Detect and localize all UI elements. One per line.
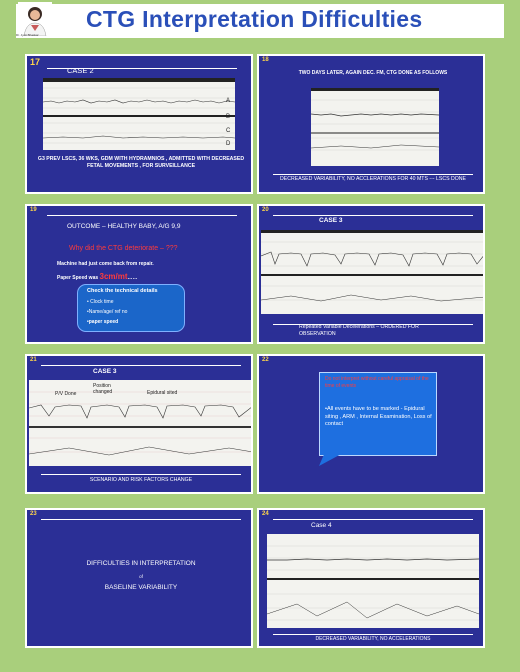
divider	[273, 174, 473, 175]
slide-line: DIFFICULTIES IN INTERPRETATION	[86, 560, 196, 567]
slide-20	[257, 204, 485, 344]
marker-c: C	[226, 128, 231, 134]
paper-speed-suffix: ……	[127, 275, 138, 281]
slide-23	[25, 508, 253, 648]
slide-number: 20	[262, 207, 269, 213]
ctg-trace-image	[267, 534, 479, 628]
slide-caption: DECREASED VARIABILITY, NO ACCELERATIONS	[315, 636, 431, 642]
slide-number: 21	[30, 357, 37, 363]
bubble-warning: Do not interpret without careful appraisal of the time of events	[325, 376, 429, 389]
divider	[273, 634, 473, 635]
slide-title: OUTCOME – HEALTHY BABY, A/G 9,9	[67, 223, 181, 230]
divider	[47, 215, 237, 216]
slide-caption: G3 PREV LSCS, 36 WKS, GDM WITH HYDRAMNIOS , ADMITTED WITH DECREASED FETAL MOVEMENTS , FOR SURVEILLANCE	[37, 156, 245, 170]
slide-line: BASELINE VARIABILITY	[104, 584, 178, 591]
marker-d: D	[226, 141, 231, 147]
annotation-epidural-sited: Epidural sited	[147, 390, 178, 396]
slide-number: 17	[30, 57, 41, 67]
ctg-trace-image	[29, 380, 253, 466]
slide-caption: Repeated Variable Decelerations – ORDERED FOR OBSERVATION	[299, 324, 419, 338]
slide-line: Machine had just come back from repair.	[57, 261, 154, 267]
slide-number: 22	[262, 357, 269, 363]
check-item: •Name/age/ ref no	[87, 309, 128, 315]
slide-title: TWO DAYS LATER, AGAIN DEC. FM, CTG DONE AS FOLLOWS	[298, 70, 448, 76]
divider	[41, 474, 241, 475]
slide-18	[257, 54, 485, 194]
slide-question: Why did the CTG deteriorate – ???	[69, 245, 178, 252]
slide-number: 24	[262, 511, 269, 517]
page-title: CTG Interpretation Difficulties	[86, 6, 423, 32]
slide-line: of	[139, 574, 143, 579]
speech-bubble-tail	[319, 452, 349, 466]
ctg-trace-image	[311, 88, 439, 166]
presenter-avatar	[18, 2, 52, 36]
marker-b: B	[226, 114, 231, 120]
slide-number: 18	[262, 57, 269, 63]
avatar-caption: Dr. Jyoti Bhaskar	[16, 33, 39, 37]
marker-a: A	[226, 98, 231, 104]
divider	[273, 215, 473, 216]
slide-number: 23	[30, 511, 37, 517]
divider	[41, 519, 241, 520]
slide-caption: SCENARIO AND RISK FACTORS CHANGE	[89, 477, 193, 483]
divider	[41, 365, 241, 366]
annotation-position-changed: Position changed	[93, 383, 113, 395]
paper-speed-value: 3cm/mt	[99, 272, 128, 281]
check-item: • Clock time	[87, 299, 114, 305]
paper-speed-prefix: Paper Speed was	[57, 275, 100, 281]
bubble-text: •All events have to be marked - Epidural siting , ARM , Internal Examination, Loss of contact	[325, 406, 432, 428]
slide-number: 19	[30, 207, 37, 213]
check-item: •paper speed	[87, 319, 119, 325]
divider	[273, 519, 473, 520]
paper-speed-line	[57, 272, 237, 283]
slide-17	[25, 54, 253, 194]
slide-title: CASE 3	[93, 368, 117, 375]
ctg-trace-image	[261, 230, 485, 314]
check-title: Check the technical details	[87, 288, 158, 294]
slide-title: CASE 2	[67, 66, 94, 75]
annotation-pv-done: P/V Done	[55, 391, 77, 397]
slide-21	[25, 354, 253, 494]
slide-19	[25, 204, 253, 344]
ctg-trace-image	[43, 78, 235, 150]
slide-title: Case 4	[311, 522, 332, 529]
slide-caption: DECREASED VARIABILITY, NO ACCLERATIONS FOR 40 MTS --- LSCS DONE	[280, 176, 466, 182]
slide-24	[257, 508, 485, 648]
slide-22	[257, 354, 485, 494]
slide-title: CASE 3	[319, 217, 343, 224]
